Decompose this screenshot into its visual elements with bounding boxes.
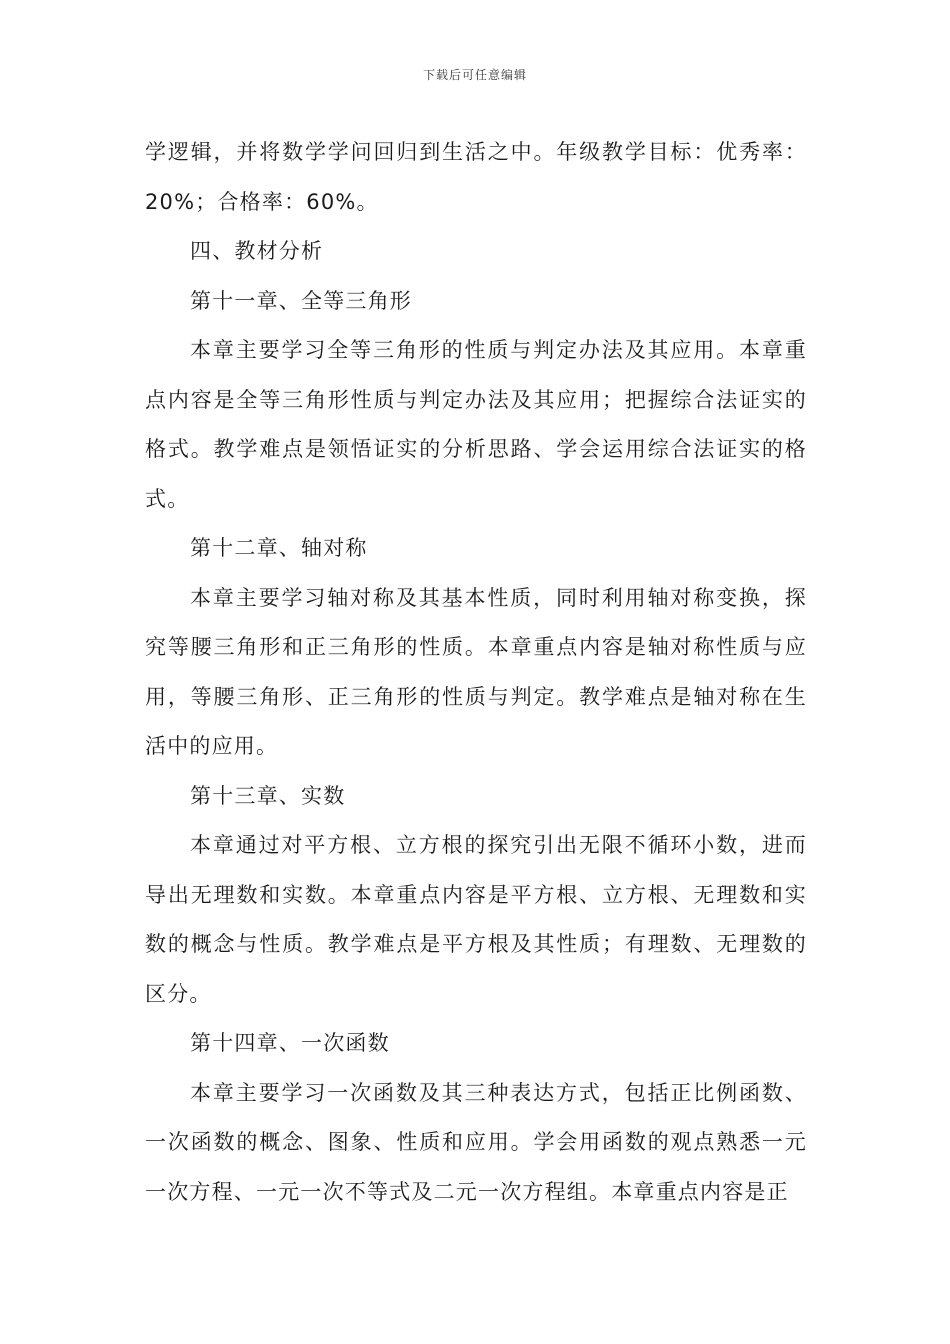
page-header: 下载后可任意编辑: [422, 68, 527, 82]
chapter-11-description: 本章主要学习全等三角形的性质与判定办法及其应用。本章重点内容是全等三角形性质与判定办法及其应用；把握综合法证实的格式。教学难点是领悟证实的分析思路、学会运用综合法证实的格式。: [145, 338, 807, 511]
chapter-13-description: 本章通过对平方根、立方根的探究引出无限不循环小数，进而导出无理数和实数。本章重点内容是平方根、立方根、无理数和实数的概念与性质。教学难点是平方根及其性质；有理数、无理数的区分。: [145, 833, 807, 1006]
document-body: [145, 128, 807, 1217]
chapter-heading-11: 第十一章、全等三角形: [190, 288, 412, 313]
paragraph-continuation: 学逻辑，并将数学学问回归到生活之中。年级教学目标：优秀率：20%；合格率：60%。: [145, 140, 807, 214]
chapter-12-description: 本章主要学习轴对称及其基本性质，同时利用轴对称变换，探究等腰三角形和正三角形的性质。本章重点内容是轴对称性质与应用，等腰三角形、正三角形的性质与判定。教学难点是轴对称在生活中的应用。: [145, 585, 807, 758]
chapter-heading-14: 第十四章、一次函数: [190, 1031, 390, 1055]
chapter-heading-12: 第十二章、轴对称: [190, 536, 368, 560]
section-heading-textbook-analysis: 四、教材分析: [190, 239, 324, 263]
chapter-14-description: 本章主要学习一次函数及其三种表达方式，包括正比例函数、一次函数的概念、图象、性质和应用。学会用函数的观点熟悉一元一次方程、一元一次不等式及二元一次方程组。本章重点内容是正: [145, 1080, 807, 1204]
chapter-heading-13: 第十三章、实数: [190, 783, 346, 808]
